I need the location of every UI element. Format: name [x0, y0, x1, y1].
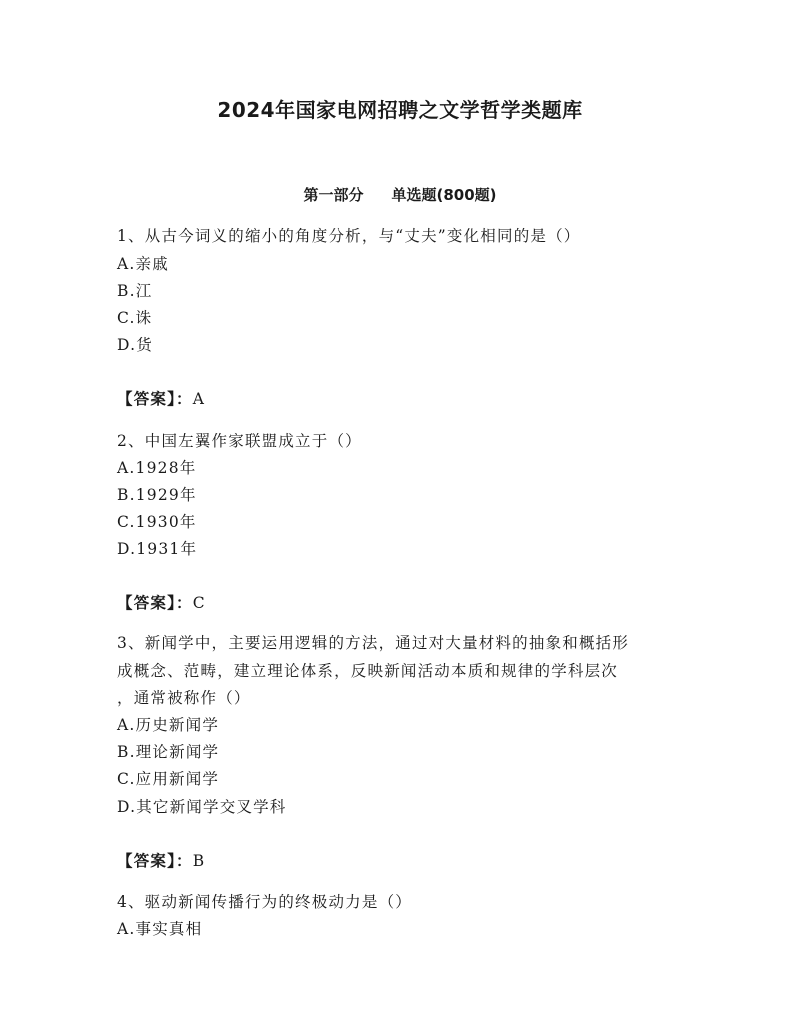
question-3-option-d: D.其它新闻学交叉学科: [117, 798, 287, 816]
section-part: 第一部分: [303, 186, 364, 204]
answer-value: A: [192, 390, 206, 408]
question-1-answer: [117, 389, 205, 409]
question-2-option-a: A.1928年: [117, 459, 197, 477]
question-3-option-c: C.应用新闻学: [117, 770, 220, 788]
question-4-option-a: A.事实真相: [117, 920, 203, 938]
section-title: [0, 184, 800, 205]
answer-label: 【答案】：: [117, 390, 193, 408]
question-2-answer: [117, 593, 206, 613]
question-2-option-c: C.1930年: [117, 513, 197, 531]
section-name: 单选题(800题): [391, 186, 497, 204]
answer-value: C: [192, 594, 206, 612]
question-1-option-a: A.亲戚: [117, 255, 169, 273]
question-1-option-c: C.诛: [117, 309, 153, 327]
answer-label: 【答案】：: [117, 594, 193, 612]
question-3-option-b: B.理论新闻学: [117, 743, 220, 761]
question-4-stem: 4、驱动新闻传播行为的终极动力是（）: [117, 893, 412, 911]
document-title: 2024年国家电网招聘之文学哲学类题库: [217, 98, 583, 122]
question-3-stem-line-2: 成概念、范畴，建立理论体系，反映新闻活动本质和规律的学科层次: [117, 662, 619, 680]
question-1-option-b: B.江: [117, 282, 153, 300]
question-2-stem: 2、中国左翼作家联盟成立于（）: [117, 432, 362, 450]
question-3-stem-line-3: ，通常被称作（）: [117, 689, 251, 707]
answer-label: 【答案】：: [117, 852, 193, 870]
question-3-option-a: A.历史新闻学: [117, 716, 220, 734]
question-2-option-b: B.1929年: [117, 486, 197, 504]
question-3-answer: [117, 851, 205, 871]
question-1-stem: 1、从古今词义的缩小的角度分析，与“丈夫”变化相同的是（）: [117, 227, 581, 245]
answer-value: B: [192, 852, 206, 870]
question-1-option-d: D.货: [117, 336, 153, 354]
question-2-option-d: D.1931年: [117, 540, 198, 558]
question-3-stem-line-1: 3、新闻学中，主要运用逻辑的方法，通过对大量材料的抽象和概括形: [117, 634, 630, 652]
